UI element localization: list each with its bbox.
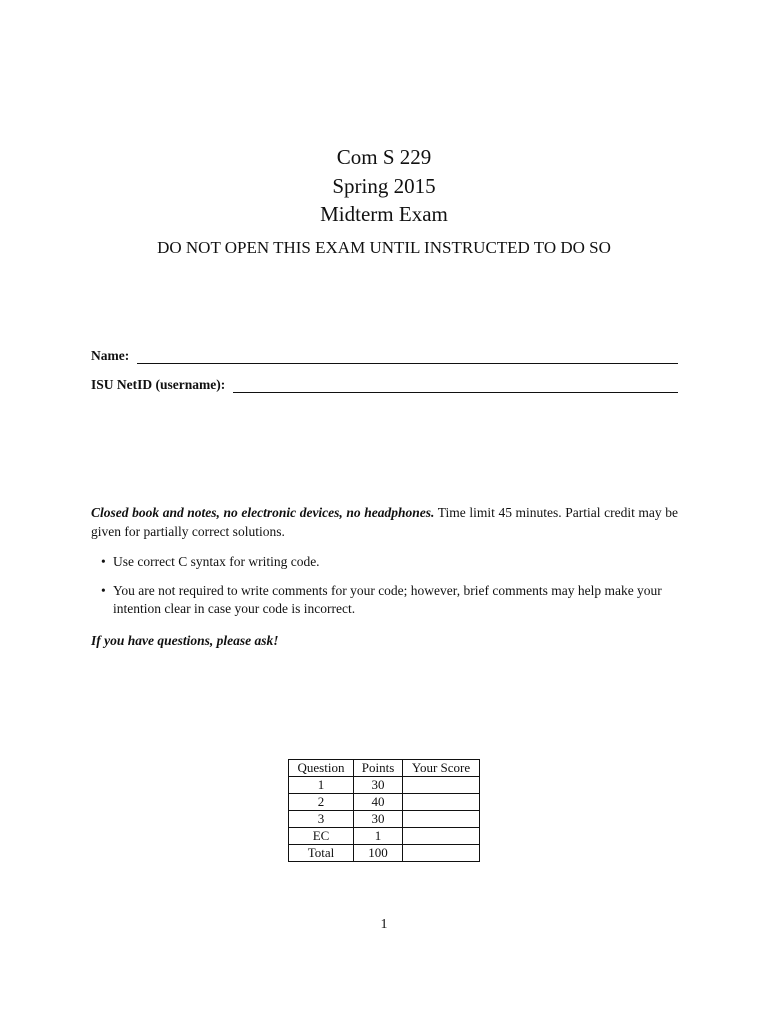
cell-points: 30	[354, 777, 403, 794]
table-row	[289, 845, 480, 862]
page-number: 1	[380, 917, 388, 932]
instructions-rest: Time limit 45 minutes. Partial credit may be given for partially correct solutions.	[91, 505, 679, 539]
cell-question: 2	[289, 794, 354, 811]
netid-blank-line[interactable]	[233, 380, 678, 393]
cell-question: EC	[289, 828, 354, 845]
header-points: Points	[354, 760, 403, 777]
warning-text: DO NOT OPEN THIS EXAM UNTIL INSTRUCTED TO DO SO	[157, 238, 611, 257]
header-question: Question	[289, 760, 354, 777]
header-your-score: Your Score	[403, 760, 480, 777]
cell-question: Total	[289, 845, 354, 862]
instructions-bullet-list	[91, 553, 678, 629]
bullet-text: Use correct C syntax for writing code.	[113, 554, 320, 569]
bullet-text: You are not required to write comments for your code; however, brief comments may help make your intention clear in case your code is incorrect.	[113, 583, 662, 616]
cell-points: 100	[354, 845, 403, 862]
instructions-paragraph	[91, 504, 678, 541]
netid-label: ISU NetID (username):	[91, 377, 226, 392]
name-field-row	[91, 348, 678, 364]
term-title: Spring 2015	[332, 173, 436, 198]
cell-score[interactable]	[403, 828, 480, 845]
score-table	[288, 759, 480, 862]
cell-points: 1	[354, 828, 403, 845]
exam-title: Midterm Exam	[320, 202, 448, 226]
questions-note: If you have questions, please ask!	[91, 633, 279, 648]
table-row	[289, 777, 480, 794]
table-header-row	[289, 760, 480, 777]
name-blank-line[interactable]	[137, 351, 678, 364]
exam-title-block	[0, 143, 768, 229]
cell-question: 3	[289, 811, 354, 828]
table-row	[289, 811, 480, 828]
table-row	[289, 828, 480, 845]
bullet-icon: •	[101, 554, 106, 569]
table-row	[289, 794, 480, 811]
list-item	[91, 553, 678, 571]
cell-score[interactable]	[403, 845, 480, 862]
bullet-icon: •	[101, 583, 106, 598]
cell-score[interactable]	[403, 794, 480, 811]
cell-score[interactable]	[403, 811, 480, 828]
instructions-lead: Closed book and notes, no electronic devices, no headphones.	[91, 505, 435, 520]
cell-score[interactable]	[403, 777, 480, 794]
name-label: Name:	[91, 348, 130, 363]
cell-points: 30	[354, 811, 403, 828]
netid-field-row	[91, 377, 678, 393]
list-item	[91, 582, 678, 618]
cell-question: 1	[289, 777, 354, 794]
cell-points: 40	[354, 794, 403, 811]
course-title: Com S 229	[336, 145, 432, 169]
